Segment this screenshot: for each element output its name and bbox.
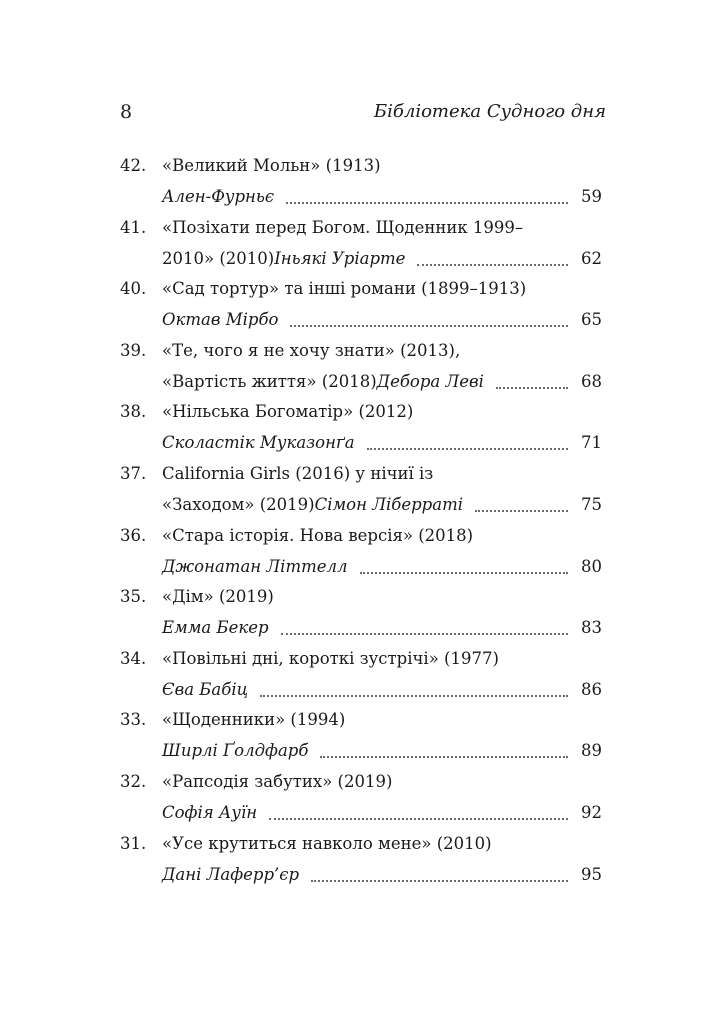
- entry-author-line: [120, 305, 602, 334]
- entry-author: Сімон Ліберраті: [314, 494, 463, 514]
- entry-number: 32.: [120, 771, 147, 791]
- entry-title-line: [120, 396, 602, 428]
- toc-entry: [120, 273, 602, 335]
- entry-title-line: [120, 643, 602, 675]
- entry-title: «Позіхати перед Богом. Щоденник 1999–: [162, 217, 524, 237]
- entry-title: «Усе крутиться навколо мене» (2010): [162, 833, 492, 853]
- toc-entry: [120, 396, 602, 458]
- dot-leader: [281, 632, 568, 635]
- toc-entry: [120, 520, 602, 582]
- entry-author: Софія Ауїн: [162, 802, 258, 822]
- entry-page: 62: [581, 248, 602, 268]
- entry-page: 68: [581, 371, 602, 391]
- entry-title-line: [120, 458, 602, 490]
- dot-leader: [475, 509, 568, 512]
- entry-page: 89: [581, 741, 602, 761]
- entry-page: 80: [581, 556, 602, 576]
- entry-author-line: [120, 552, 602, 581]
- entry-title-line: [120, 766, 602, 798]
- entry-author-line: [120, 675, 602, 704]
- entry-title-continued: 2010» (2010): [162, 248, 275, 268]
- entry-number: 35.: [120, 587, 147, 607]
- running-head: Бібліотека Судного дня: [373, 101, 606, 122]
- entry-title: «Рапсодія забутих» (2019): [162, 771, 393, 791]
- entry-author-line: [120, 860, 602, 889]
- entry-page: 86: [581, 679, 602, 699]
- entry-title-continued: «Заходом» (2019): [162, 494, 315, 514]
- entry-title: California Girls (2016) у нічиї із: [162, 463, 434, 483]
- dot-leader: [260, 694, 568, 697]
- entry-author: Ален-Фурньє: [162, 187, 275, 206]
- toc-entry: [120, 581, 602, 643]
- entry-title: «Нільська Богоматір» (2012): [162, 402, 414, 422]
- entry-author: Октав Мірбо: [162, 310, 279, 330]
- entry-author: Ширлі Ґолдфарб: [162, 741, 309, 761]
- toc-entry: [120, 212, 602, 274]
- entry-page: 75: [581, 494, 602, 514]
- entry-title: «Щоденники» (1994): [162, 710, 346, 730]
- entry-author: Джонатан Літтелл: [162, 556, 348, 576]
- entry-author: Сколастік Муказонґа: [162, 433, 355, 453]
- entry-title-continued: «Вартість життя» (2018): [162, 371, 377, 391]
- toc-entry: [120, 458, 602, 520]
- dot-leader: [286, 201, 568, 204]
- entry-number: 39.: [120, 340, 147, 360]
- entry-author: Іньякі Уріарте: [274, 248, 406, 268]
- entry-author-line: [120, 798, 602, 827]
- entry-title-line: [120, 828, 602, 860]
- entry-author: Єва Бабіц: [162, 679, 249, 699]
- page-number: 8: [120, 101, 133, 123]
- entry-title-line: [120, 704, 602, 736]
- entry-title-line: [120, 581, 602, 613]
- entry-title-line: [120, 520, 602, 552]
- dot-leader: [290, 324, 568, 327]
- entry-title-line: [120, 150, 602, 182]
- entry-author: Дебора Леві: [376, 371, 484, 391]
- entry-author-line: [120, 428, 602, 457]
- entry-title: «Дім» (2019): [162, 587, 274, 607]
- dot-leader: [496, 386, 568, 389]
- toc-entry: [120, 704, 602, 766]
- entry-page: 83: [581, 618, 602, 638]
- dot-leader: [417, 263, 568, 266]
- entry-page: 95: [581, 864, 602, 884]
- entry-author-line: [120, 736, 602, 765]
- entry-title-line: [120, 335, 602, 367]
- toc-entry: [120, 828, 602, 890]
- entry-author: Емма Бекер: [162, 618, 269, 638]
- entry-number: 37.: [120, 463, 147, 483]
- dot-leader: [367, 447, 568, 450]
- entry-number: 40.: [120, 279, 147, 299]
- entry-title: «Те, чого я не хочу знати» (2013),: [162, 340, 461, 360]
- entry-page: 59: [581, 187, 602, 206]
- entry-page: 71: [581, 433, 602, 453]
- entry-title: «Великий Мольн» (1913): [162, 156, 381, 175]
- toc-entry: [120, 335, 602, 397]
- entry-title: «Сад тортур» та інші романи (1899–1913): [162, 279, 527, 299]
- dot-leader: [360, 571, 568, 574]
- entry-number: 38.: [120, 402, 147, 422]
- toc-entry: [120, 643, 602, 705]
- entry-author-line: [120, 244, 602, 273]
- entry-title-line: [120, 273, 602, 305]
- entry-author-line: [120, 613, 602, 642]
- entry-page: 92: [581, 802, 602, 822]
- entry-page: 65: [581, 310, 602, 330]
- entry-title: «Повільні дні, короткі зустрічі» (1977): [162, 648, 499, 668]
- table-of-contents: [120, 150, 602, 889]
- entry-author-line: [120, 182, 602, 211]
- entry-author-line: [120, 367, 602, 396]
- entry-number: 34.: [120, 648, 147, 668]
- entry-number: 33.: [120, 710, 147, 730]
- dot-leader: [320, 755, 568, 758]
- toc-entry: [120, 766, 602, 828]
- entry-title: «Стара історія. Нова версія» (2018): [162, 525, 474, 545]
- entry-author-line: [120, 490, 602, 519]
- entry-author: Дані Лаферр’єр: [162, 864, 300, 884]
- entry-title-line: [120, 212, 602, 244]
- toc-entry: [120, 150, 602, 212]
- entry-number: 36.: [120, 525, 147, 545]
- entry-number: 42.: [120, 156, 147, 175]
- dot-leader: [311, 879, 568, 882]
- entry-number: 31.: [120, 833, 147, 853]
- dot-leader: [269, 817, 568, 820]
- entry-number: 41.: [120, 217, 147, 237]
